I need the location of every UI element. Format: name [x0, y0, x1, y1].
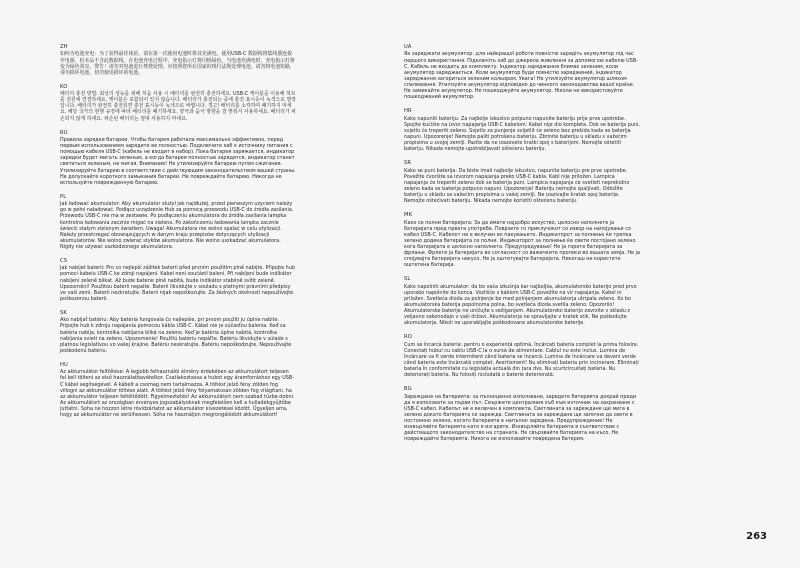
- section-text: Jak nabíjet baterii: Pro co nejlepší zážitek baterii před prvním použitím plně nabijte. Připojte hub pomocí kabelu USB-C ke zdroji napájení. Kabel není součástí balení. Při nabíjení bude indikátor nabíjení zeleně blikat. Až bude baterie plně nabitá, bude indikátor stabilně svítit zeleně. Upozornění! Použitou baterii nepalte. Baterii likvidujte v souladu s platnými právními předpisy ve vaší zemi. Baterii nezkratujte. Baterii nijak nepoškozujte. Za žádných okolností nepoužívejte poškozenou baterii.: [60, 265, 295, 302]
- language-section-mk: [404, 212, 640, 268]
- language-code: KO: [60, 83, 68, 90]
- language-section-hr: [404, 108, 640, 152]
- language-section-ua: [404, 44, 640, 100]
- language-code: RU: [60, 129, 68, 136]
- page-number: 263: [746, 531, 767, 542]
- section-text: 배터리 충전 방법: 최상의 성능을 위해 처음 사용 시 배터리를 완전히 충전하세요. USB-C 케이블을 이용해 허브를 전원에 연결하세요. 케이블은 포함되어 있지 않습니다. 배터리가 충전되는 중에 충전 표시등이 녹색으로 깜박입니다. 배터리가 완전히 충전되면 충전 표시등이 녹색으로 바뀝니다. 경고! 배터리를 소각하여 폐기하지 마세요. 해당 국가의 현행 규정에 따라 배터리를 폐기하세요. 양극과 음극 방향을 잘 맞춰서 사용하세요. 배터리가 파손되지 않게 하세요. 파손된 배터리는 절대 사용하지 마세요.: [60, 91, 296, 122]
- language-code: HR: [404, 108, 412, 115]
- section-text: Зареждане на батерията: за пълноценно използване, заредете батерията докрай преди да я използвате за първи път. Свържете централния хъб към източник на захранване с USB-C кабел. Кабелът не е включен в комплекта. Светлината за зареждане ще мига в зелено докато батерията се зарежда. Светлината за зареждане ще започне да свети в постоянно зелено, когато батерията е напълно заредена. Предупреждение! Не изхвърляйте батерията като я изгаряте. Изхвърляйте батерията в съответствие с действащото законодателство на страната. Не свързвайте батерията на късо. Не повреждайте батерията. Никога не използвайте повредена батерия.: [404, 393, 637, 443]
- section-text: Правила зарядки батареи. Чтобы батарея работала максимально эффективно, перед первым использованием зарядите ее полностью. Подключите хаб к источнику питания с помощью кабеля USB-C (кабель не входит в набор). Пока батарея заряжается, индикатор зарядки будет мигать зеленым, а когда батарея полностью зарядится, индикатор станет светиться зеленым, не мигая. Внимание! Не утилизируйте батарею путем сжигания. Утилизируйте батарею в соответствии с действующим законодательством вашей страны. Не допускайте короткого замыкания батареи. Не повреждайте батарею. Никогда не используйте поврежденную батарею.: [60, 137, 296, 186]
- language-section-sr: [404, 160, 640, 204]
- language-code: HU: [60, 361, 68, 368]
- language-code: SK: [60, 309, 67, 316]
- language-section-sl: [404, 276, 640, 326]
- section-text: Cum se încarcă bateria: pentru o experiență optimă, încărcați bateria complet la prima folosire. Conectați hubul cu cablu USB-C la o sursă de alimentare. Cablul nu este inclus. Lumina de încărcare va fi verde intermitent când bateria se încarcă. Lumina de încărcare va deveni verde când bateria este încărcată complet. Avertisment! Nu eliminați bateria prin incinerare. Eliminați bateria în conformitate cu legislația actuală din țara dvs. Nu scurtcircuitați bateria. Nu deteriorați bateria. Nu folosiți niciodată o baterie deteriorată.: [404, 341, 639, 379]
- language-section-sk: [60, 310, 296, 354]
- section-text: 如何为电池充电：为了获得最佳体验，请在第一次使用电池时将其充满电。使用USB-C 数据线将集线器连接至电源，但本品不含此数据线。在电池充电过程中，充电指示灯将闪烁绿色。当电池充满电时，充电指示灯将变为绿色常亮。警告！请勿对电池进行焚烧处理，应按照您所在国家的现行法规处理电池。请勿将电池短路，请勿损坏电池，切勿使用损坏的电池。: [60, 51, 295, 76]
- language-code: UA: [404, 44, 412, 50]
- language-section-ro: [404, 334, 640, 378]
- language-code: CS: [60, 257, 68, 264]
- section-text: Kako se puni baterija: Da biste imali najbolje iskustvo, napunite bateriju pre prve upotrebe. Povežite čvorište sa izvorom napajanja preko USB-C kabla. Kabl nije priložen. Lampica napajanja će treperiti zeleno dok se baterija puni. Lampica napajanja će svetleti neprekidno zeleno kada se baterija potpuno napuni. Upozorenje! Bateriju nemojte spaljivati. Odložite bateriju u skladu sa važećim propisima u vašoj zemlji. Ne izazivajte kratak spoj baterije. Nemojte oštećivati bateriju. Nikada nemojte koristiti oštećenu bateriju.: [404, 167, 630, 204]
- language-code: PL: [60, 193, 67, 200]
- section-text: Az akkumulátor feltöltése: A legjobb felhasználói élmény érdekében az akkumulátort teljesen fel kell tölteni az első használatbavételkor. Csatlakoztassa a hubot egy áramforráshoz egy USB-C kábel segítségével. A kábelt a csomag nem tartalmazza. A töltést jelző fény zölden fog villogni az akkumulátor töltése alatt. A töltést jelző fény folyamatosan zölden fog világítani, ha az akkumulátor teljesen feltöltődött. Figyelmeztetés! Az akkumulátort nem szabad tűzbe dobni. Az akkumulátort az országban érvényes jogszabályoknak megfelelően kell a hulladékgyűjtőbe juttatni. Soha ne hozzon létre rövidzárlatot az akkumulátor kivezetései között. Ügyeljen arra, hogy az akkumulátor ne sérülhessen. Soha ne használjon megrongálódott akkumulátort!: [60, 369, 295, 418]
- language-code: BG: [404, 386, 412, 393]
- section-text: Kako napolniti akumulator: da bo vaša izkušnja kar najboljša, akumulatorsko baterijo pred prvo uporabo napolnite do konca. Vozlišče s kablom USB-C povežite na vir napajanja. Kabel ni priložen. Svetleča dioda za polnjenje bo med polnjenjem akumulatorja utripala zeleno. Ko bo akumulatorska baterija popolnoma polna, bo svetleča dioda svetila zeleno. Opozorilo! Akumulatorske baterije ne uničujte s sežiganjem. Akumulatorsko baterijo zavrzite v skladu z veljavno zakonodajo v vaši državi. Akumulatorja ne spravljajte v kratek stik. Ne poškodujte akumulatorja. Nikoli ne uporabljajte poškodovane akumulatorske baterije.: [404, 283, 637, 327]
- section-text: Ako nabíjať batériu: Aby batéria fungovala čo najlepšie, pri prvom použití ju úplne nabite. Pripojte hub k zdroju napájania pomocou kábla USB-C. Kábel nie je súčasťou balenia. Keď sa batéria nabíja, kontrolka nabíjania bliká na zeleno. Keď je batéria úplne nabitá, kontrolka nabíjania svieti na zeleno. Upozornenie! Použitú batériu nepáľte. Batériu likvidujte v súlade s platnou legislatívou vo vašej krajine. Batériu neskratujte. Batériu nepoškodzujte. Nepoužívajte poškodenú batériu.: [60, 317, 292, 354]
- language-code: MK: [404, 212, 413, 219]
- language-code: SR: [404, 160, 412, 167]
- language-code: SL: [404, 276, 411, 283]
- language-section-cs: [60, 258, 296, 302]
- language-code: RO: [404, 334, 412, 341]
- section-text: Jak ładować akumulator: Aby akumulator służył jak najdłużej, przed pierwszym użyciem należy go w pełni naładować. Podłącz urządzenie Hub za pomocą przewodu USB-C do źródła zasilania. Przewodu USB-C nie ma w zestawie. Po podłączeniu akumulatora do źródła zasilania lampka kontrolna ładowania zacznie migać na zielono. Po zakończeniu ładowania lampka zacznie świecić stałym zielonym światłem. Uwaga! Akumulatora nie wolno spalać w celu utylizacji. Należy przestrzegać obowiązujących w danym kraju przepisów dotyczących utylizacji akumulatorów. Nie wolno zwierać styków akumulatora. Nie wolno uszkadzać akumulatora. Nigdy nie używać uszkodzonego akumulatora.: [60, 201, 294, 250]
- language-section-ko: [60, 84, 296, 122]
- language-section-bg: [404, 386, 640, 442]
- language-section-pl: [60, 194, 296, 250]
- language-section-ru: [60, 130, 296, 186]
- section-text: Kako napuniti bateriju: Za najbolje iskustvo potpuno napunite bateriju prije prve upotrebe. Spojite kućište na izvor napajanja USB-C kabelom. Kabel nije dio kompleta. Dok se baterija puni, svjetlo će treperiti zeleno. Svjetlo za punjenje svijetlit će zeleno bez prekida kada se baterija napuni. Upozorenje! Nemojte paliti potrošenu bateriju. Zbrinite bateriju u skladu s važećim propisima u svojoj zemlji. Pazite da ne izazovete kratki spoj s baterijom. Nemojte oštetiti bateriju. Nikada nemojte upotrebljavati oštećenu bateriju.: [404, 115, 640, 153]
- section-text: Како се полни батеријата: За да имате најдобро искуство, целосно наполнете ја батеријата пред првата употреба. Поврзете го приклучокот со извор на напојување со кабел USB-C. Кабелот не е вклучен во пакувањето. Индикаторот за полнење ќе трепка зелено додека батеријата се полни. Индикаторот за полнење ќе свети постојано зелено кога батеријата е целосно наполнета. Предупредување! Не ја горете батеријата за фрлање. Фрлете ја батеријата во согласност со важечките прописи во вашата земја. Не ја спојувајте батеријата накусо. Не ја оштетувајте батеријата. Никогаш не користете оштетена батерија.: [404, 219, 640, 269]
- section-text: Як заряджати акумулятор: для найкращої роботи повністю зарядіть акумулятор під час першого використання. Підключіть хаб до джерела живлення за допомогою кабелю USB-C. Кабель не входить до комплекту. Індикатор заряджання блимає зеленим, коли акумулятор заряджається. Коли акумулятор буде повністю заряджений, індикатор заряджання загориться зеленим кольором. Увага! Не утилізуйте акумулятор шляхом спалювання. Утилізуйте акумулятор відповідно до чинного законодавства вашої країни. Не замикайте акумулятор. Не пошкоджуйте акумулятор. Ніколи не використовуйте пошкоджений акумулятор.: [404, 51, 638, 101]
- left-column: [60, 44, 296, 426]
- language-section-zh: [60, 44, 296, 76]
- language-section-hu: [60, 362, 296, 418]
- right-column: [404, 44, 640, 450]
- language-code: ZH: [60, 44, 68, 50]
